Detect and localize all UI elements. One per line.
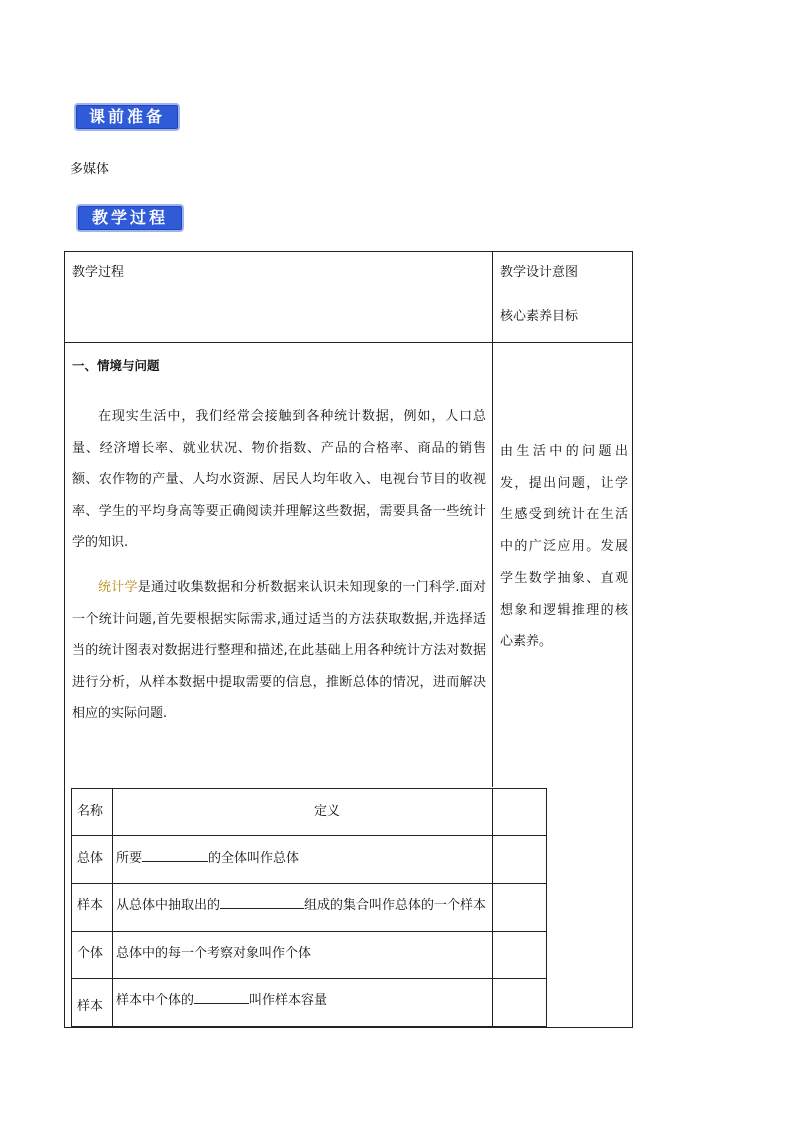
section-title: 一、情境与问题 [72, 358, 160, 373]
section-badge-prep: 课前准备 [74, 103, 180, 131]
intro-paragraph: 在现实生活中，我们经常会接触到各种统计数据，例如，人口总量、经济增长率、就业状况、物价指数、产品的合格率、商品的销售额、农作物的产量、人均水资源、居民人均年收入、电视台节目的收视率、学生的平均身高等要正确阅读并理解这些数据，需要具备一些统计学的知识. [72, 409, 486, 550]
statistics-term: 统计学 [98, 580, 138, 595]
def-row-definition: 总体中的每一个考察对象叫作个体 [116, 946, 312, 961]
statistics-paragraph [72, 572, 486, 730]
def-row-definition: 样本中个体的 叫作样本容量 [116, 993, 328, 1008]
section-badge-process: 教学过程 [76, 204, 184, 232]
table-divider-vertical [492, 251, 493, 787]
header-teaching-process: 教学过程 [72, 265, 125, 280]
fill-blank[interactable] [220, 896, 304, 909]
def-row-name: 样本 [77, 898, 104, 913]
def-row-name: 样本 [77, 999, 104, 1014]
def-header-definition: 定义 [314, 804, 341, 819]
fill-blank[interactable] [194, 991, 249, 1004]
def-row-name: 总体 [77, 851, 104, 866]
design-intent-note: 由生活中的问题出发，提出问题，让学生感受到统计在生活中的广泛应用。发展学生数学抽象、直观想象和逻辑推理的核心素养。 [500, 444, 628, 650]
def-row-definition: 从总体中抽取出的 组成的集合叫作总体的一个样本 [116, 898, 487, 913]
prep-content: 多媒体 [70, 162, 110, 177]
table-divider-header [64, 342, 633, 343]
def-header-name: 名称 [77, 804, 104, 819]
header-core-literacy: 核心素养目标 [500, 309, 579, 324]
def-row-name: 个体 [77, 946, 104, 961]
statistics-paragraph-body: 是通过收集数据和分析数据来认识未知现象的一门科学.面对一个统计问题,首先要根据实际需求,通过适当的方法获取数据,并选择适当的统计图表对数据进行整理和描述,在此基础上用各种统计方法对数据进行分析，从样本数据中提取需要的信息，推断总体的情况，进而解决相应的实际问题. [72, 580, 486, 721]
fill-blank[interactable] [142, 849, 208, 862]
header-design-intent: 教学设计意图 [500, 265, 579, 280]
def-row-definition: 所要 的全体叫作总体 [116, 851, 300, 866]
